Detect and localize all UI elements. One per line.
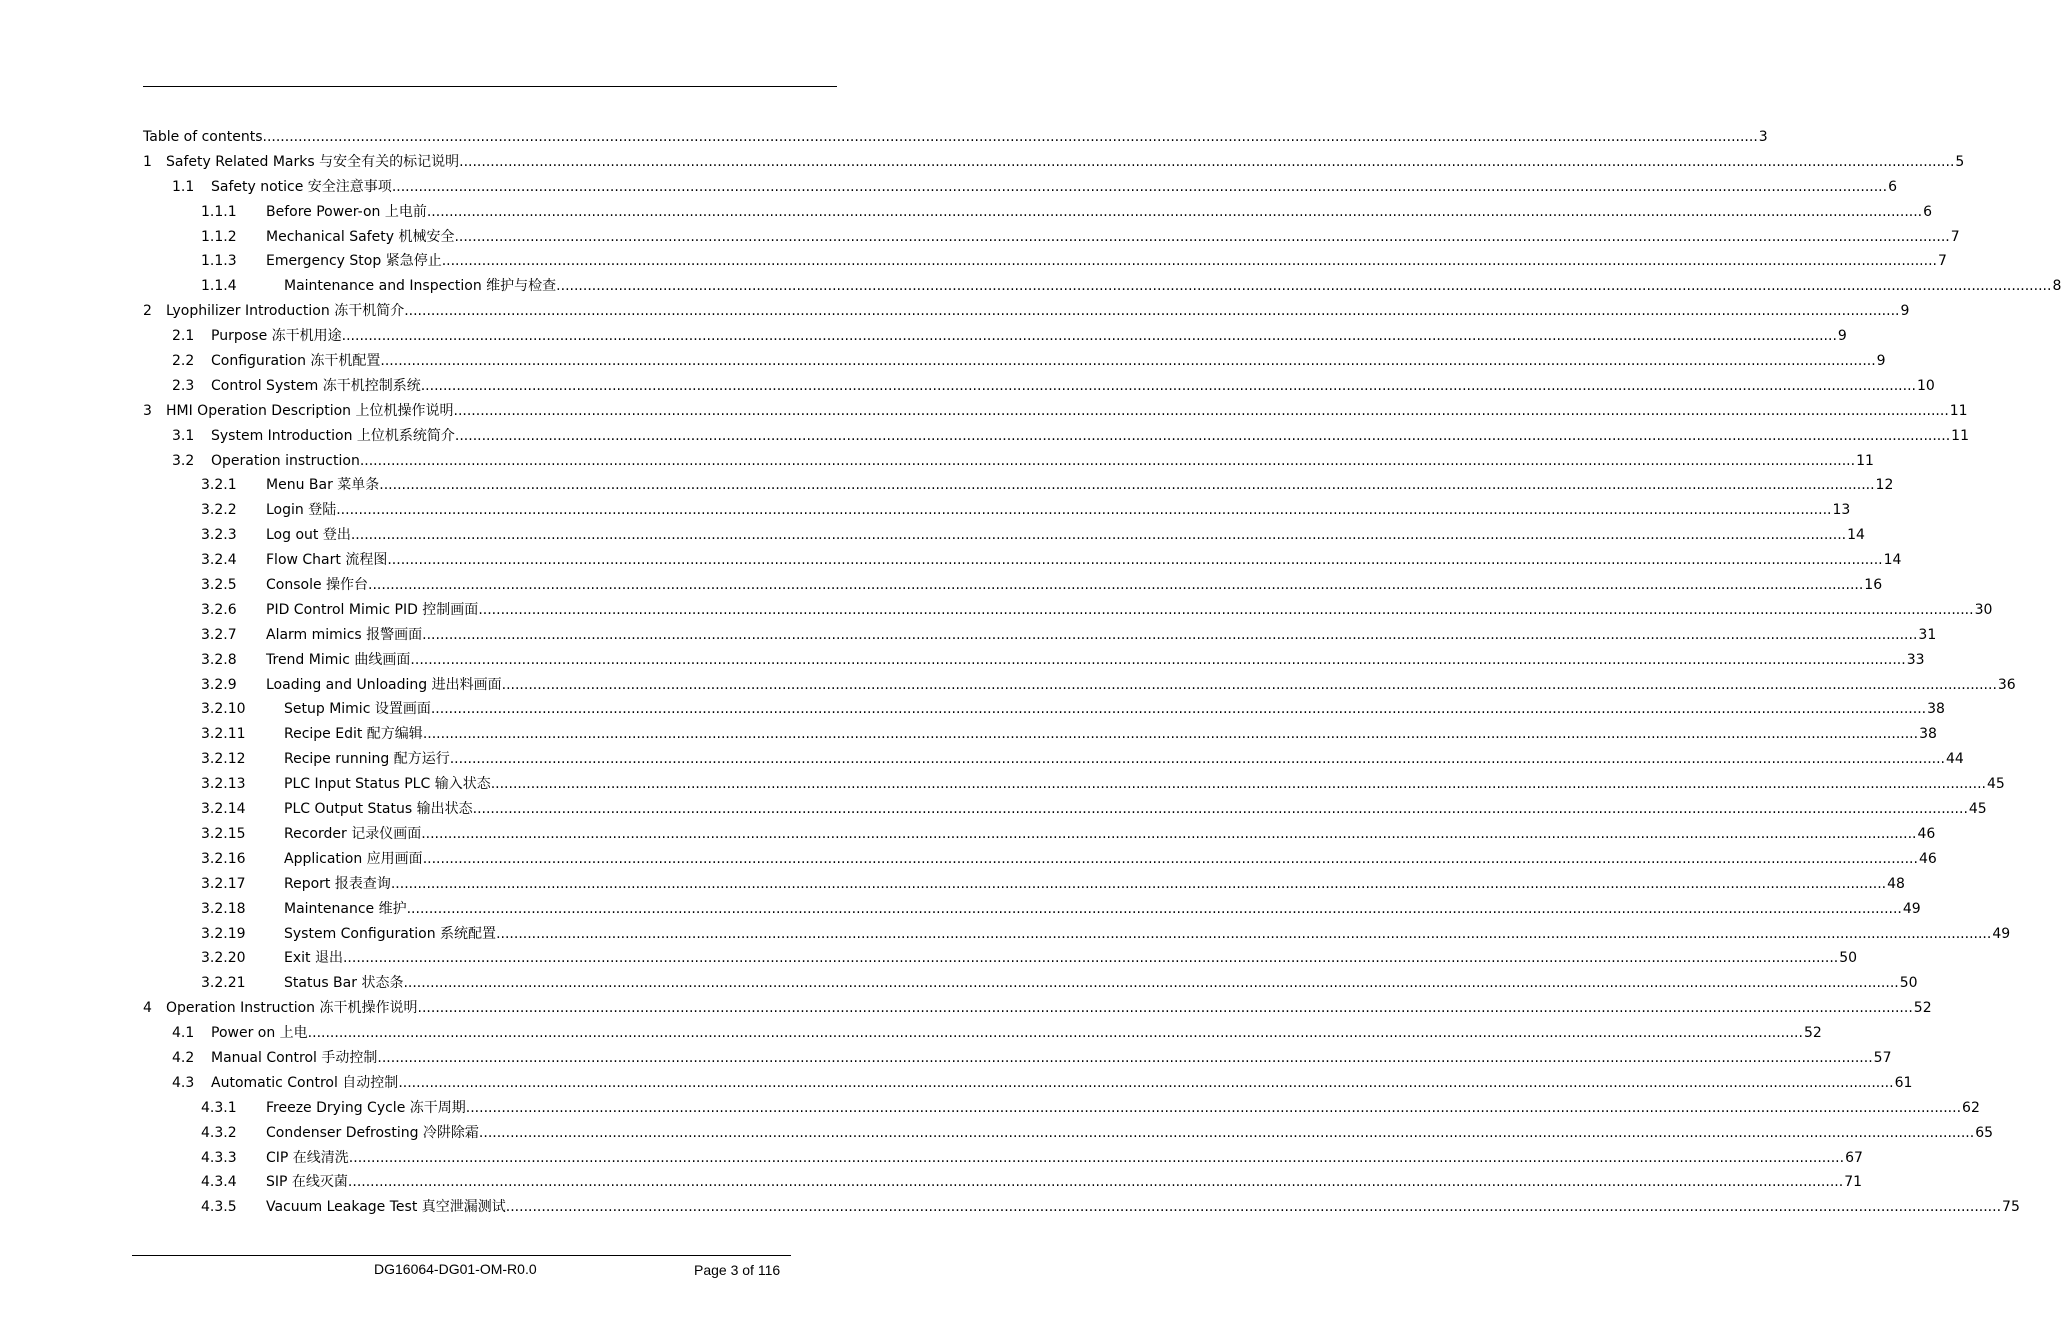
- footer-page-number: Page 3 of 116: [694, 1262, 781, 1278]
- toc-entry-title: Log out 登出: [266, 527, 351, 544]
- toc-dot-leader: [459, 150, 1954, 175]
- toc-entry[interactable]: [143, 324, 1847, 349]
- toc-entry-number: 3.2.13: [201, 776, 246, 793]
- toc-entry-title: Operation instruction: [211, 452, 360, 469]
- toc-entry-title: Loading and Unloading 进出料画面: [266, 676, 502, 693]
- toc-entry-title: Control System 冻干机控制系统: [211, 377, 421, 394]
- toc-dot-leader: [491, 772, 1986, 797]
- toc-entry[interactable]: [143, 648, 1925, 673]
- toc-entry-number: 3.2.8: [201, 651, 237, 668]
- toc-entry-title: Safety notice 安全注意事项: [211, 178, 392, 195]
- toc-dot-leader: [473, 797, 1968, 822]
- toc-entry-title: Vacuum Leakage Test 真空泄漏测试: [266, 1199, 506, 1216]
- toc-entry-title: Emergency Stop 紧急停止: [266, 253, 442, 270]
- toc-entry-title: Report 报表查询: [284, 875, 391, 892]
- toc-entry[interactable]: [143, 722, 1937, 747]
- toc-entry-title: Menu Bar 菜单条: [266, 477, 380, 494]
- toc-entry-page: 5: [1955, 153, 1965, 170]
- toc-entry[interactable]: [143, 797, 1987, 822]
- toc-entry-number: 1.1.3: [201, 253, 237, 270]
- toc-entry-title: Alarm mimics 报警画面: [266, 626, 423, 643]
- toc-entry-number: 1.1.1: [201, 203, 237, 220]
- toc-dot-leader: [496, 922, 1991, 947]
- toc-entry-number: 3.2.14: [201, 801, 246, 818]
- toc-entry-page: 14: [1847, 527, 1865, 544]
- toc-dot-leader: [454, 225, 1949, 250]
- toc-entry[interactable]: [143, 971, 1918, 996]
- toc-entry[interactable]: [143, 598, 1993, 623]
- toc-entry-title: Manual Control 手动控制: [211, 1049, 378, 1066]
- toc-dot-leader: [308, 1021, 1803, 1046]
- toc-entry-number: 4.1: [172, 1025, 195, 1042]
- toc-entry-title: Safety Related Marks 与安全有关的标记说明: [166, 153, 460, 170]
- table-of-contents: [143, 125, 2061, 1220]
- toc-entry[interactable]: [143, 1170, 1863, 1195]
- toc-dot-leader: [391, 872, 1886, 897]
- toc-entry-page: 49: [1902, 900, 1921, 917]
- toc-entry-title: Mechanical Safety 机械安全: [266, 228, 455, 245]
- toc-entry[interactable]: [143, 548, 1902, 573]
- toc-dot-leader: [478, 598, 1973, 623]
- toc-dot-leader: [410, 648, 1905, 673]
- toc-dot-leader: [351, 523, 1846, 548]
- toc-dot-leader: [506, 1195, 2001, 1220]
- toc-dot-leader: [379, 473, 1874, 498]
- toc-dot-leader: [349, 1146, 1844, 1171]
- toc-entry-title: Maintenance and Inspection 维护与检查: [284, 278, 557, 295]
- toc-dot-leader: [398, 1071, 1893, 1096]
- toc-entry-title: HMI Operation Description 上位机操作说明: [166, 402, 454, 419]
- toc-dot-leader: [403, 971, 1898, 996]
- toc-entry-page: 6: [1888, 178, 1897, 195]
- toc-entry-number: 3.2.20: [201, 950, 246, 967]
- toc-dot-leader: [342, 324, 1837, 349]
- toc-dot-leader: [427, 200, 1922, 225]
- toc-entry-number: 1.1.2: [201, 228, 237, 245]
- toc-entry-title: Before Power-on 上电前: [266, 203, 427, 220]
- toc-entry-page: 49: [1992, 925, 2011, 942]
- toc-dot-leader: [423, 847, 1918, 872]
- toc-entry-number: 3.2.12: [201, 751, 246, 768]
- toc-entry-page: 45: [1968, 801, 1987, 818]
- toc-entry-page: 45: [1986, 776, 2005, 793]
- toc-entry-number: 4.3.4: [201, 1174, 237, 1191]
- toc-entry[interactable]: [143, 175, 1897, 200]
- toc-entry-page: 7: [1950, 228, 1960, 245]
- toc-entry-number: 3.2.19: [201, 925, 246, 942]
- toc-dot-leader: [404, 299, 1899, 324]
- toc-dot-leader: [343, 946, 1838, 971]
- toc-entry-page: 3: [1758, 129, 1768, 145]
- toc-entry[interactable]: [143, 150, 1965, 175]
- toc-entry-page: 57: [1873, 1049, 1892, 1066]
- toc-entry-page: 9: [1876, 353, 1886, 370]
- toc-dot-leader: [360, 449, 1855, 474]
- toc-entry-page: 46: [1918, 850, 1937, 867]
- toc-entry[interactable]: [143, 424, 1969, 449]
- toc-entry-page: 30: [1974, 601, 1993, 618]
- toc-entry-number: 2.3: [172, 377, 195, 394]
- toc-entry-title: Recipe Edit 配方编辑: [284, 726, 423, 743]
- toc-entry-number: 4.2: [172, 1049, 195, 1066]
- toc-entry[interactable]: [143, 125, 1768, 150]
- toc-entry-number: 3.2.7: [201, 626, 237, 643]
- toc-entry-page: 50: [1899, 975, 1918, 992]
- toc-entry-page: 50: [1839, 950, 1858, 967]
- toc-entry-title: Application 应用画面: [284, 850, 423, 867]
- toc-dot-leader: [368, 573, 1863, 598]
- toc-entry-page: 7: [1937, 253, 1947, 270]
- toc-entry-page: 12: [1875, 477, 1894, 494]
- toc-entry-page: 52: [1803, 1025, 1822, 1042]
- toc-entry-title: SIP 在线灭菌: [266, 1174, 348, 1191]
- toc-entry-number: 2: [143, 303, 152, 320]
- toc-entry-page: 48: [1887, 875, 1905, 892]
- toc-entry-page: 44: [1946, 751, 1964, 768]
- toc-entry-page: 16: [1864, 577, 1883, 594]
- toc-entry-number: 3.2.15: [201, 825, 246, 842]
- toc-dot-leader: [455, 424, 1950, 449]
- toc-entry-page: 62: [1962, 1099, 1980, 1116]
- toc-entry-number: 4.3.3: [201, 1149, 237, 1166]
- toc-entry-number: 3.2.17: [201, 875, 246, 892]
- toc-entry-page: 9: [1837, 328, 1847, 345]
- toc-entry[interactable]: [143, 673, 2016, 698]
- toc-entry[interactable]: [143, 249, 1947, 274]
- toc-dot-leader: [479, 1121, 1974, 1146]
- toc-entry-title: Recorder 记录仪画面: [284, 825, 422, 842]
- toc-entry-title: Exit 退出: [284, 950, 343, 967]
- toc-entry[interactable]: [143, 1021, 1822, 1046]
- toc-entry[interactable]: [143, 200, 1933, 225]
- toc-entry[interactable]: [143, 772, 2005, 797]
- toc-entry-number: 3.2.10: [201, 701, 246, 718]
- toc-entry[interactable]: [143, 349, 1886, 374]
- toc-dot-leader: [423, 722, 1918, 747]
- toc-entry[interactable]: [143, 1046, 1892, 1071]
- toc-dot-leader: [392, 175, 1887, 200]
- toc-entry[interactable]: [143, 623, 1937, 648]
- toc-entry-number: 4: [143, 1000, 152, 1017]
- toc-entry-number: 3.2.2: [201, 502, 237, 519]
- toc-entry-number: 4.3.2: [201, 1124, 237, 1141]
- toc-entry[interactable]: [143, 1195, 2020, 1220]
- toc-entry-title: PID Control Mimic PID 控制画面: [266, 601, 479, 618]
- toc-entry-number: 4.3: [172, 1074, 195, 1091]
- toc-entry[interactable]: [143, 473, 1894, 498]
- toc-entry-title: System Introduction 上位机系统简介: [211, 427, 455, 444]
- toc-entry[interactable]: [143, 274, 2061, 299]
- toc-entry-title: Status Bar 状态条: [284, 975, 404, 992]
- toc-entry-title: CIP 在线清洗: [266, 1149, 349, 1166]
- toc-dot-leader: [454, 399, 1949, 424]
- toc-entry-number: 3.2.5: [201, 577, 237, 594]
- toc-entry[interactable]: [143, 1146, 1863, 1171]
- toc-dot-leader: [348, 1170, 1843, 1195]
- toc-entry[interactable]: [143, 523, 1865, 548]
- toc-entry-number: 3: [143, 402, 152, 419]
- toc-entry[interactable]: [143, 299, 1910, 324]
- toc-entry-title: Console 操作台: [266, 577, 369, 594]
- toc-dot-leader: [466, 1096, 1961, 1121]
- toc-entry-number: 4.3.5: [201, 1199, 237, 1216]
- toc-entry-title: Flow Chart 流程图: [266, 552, 388, 569]
- toc-entry[interactable]: [143, 498, 1851, 523]
- toc-entry-title: PLC Output Status 输出状态: [284, 801, 473, 818]
- toc-dot-leader: [431, 697, 1926, 722]
- toc-entry-page: 11: [1951, 427, 1969, 444]
- toc-entry[interactable]: [143, 449, 1874, 474]
- toc-entry-page: 10: [1916, 377, 1935, 394]
- toc-entry-number: 3.2.6: [201, 601, 237, 618]
- toc-entry-number: 4.3.1: [201, 1099, 237, 1116]
- toc-entry-number: 3.2.1: [201, 477, 237, 494]
- toc-entry-number: 3.2.18: [201, 900, 246, 917]
- toc-entry[interactable]: [143, 922, 2011, 947]
- toc-entry-title: PLC Input Status PLC 输入状态: [284, 776, 491, 793]
- toc-entry-title: Table of contents: [143, 129, 263, 145]
- toc-entry[interactable]: [143, 573, 1883, 598]
- toc-entry-page: 75: [2002, 1199, 2020, 1216]
- toc-entry-number: 3.2.21: [201, 975, 246, 992]
- toc-entry[interactable]: [143, 1121, 1994, 1146]
- toc-entry-page: 8: [2052, 278, 2061, 295]
- toc-entry-number: 1.1: [172, 178, 195, 195]
- toc-dot-leader: [421, 822, 1916, 847]
- toc-entry[interactable]: [143, 1071, 1913, 1096]
- toc-entry-number: 3.2: [172, 452, 195, 469]
- toc-entry-page: 13: [1832, 502, 1851, 519]
- toc-dot-leader: [421, 374, 1916, 399]
- toc-entry-page: 61: [1894, 1074, 1913, 1091]
- toc-entry[interactable]: [143, 897, 1921, 922]
- toc-entry-page: 11: [1856, 452, 1874, 469]
- toc-entry-number: 3.2.9: [201, 676, 237, 693]
- toc-entry-number: 3.2.3: [201, 527, 237, 544]
- toc-dot-leader: [336, 498, 1831, 523]
- toc-entry-number: 3.1: [172, 427, 195, 444]
- toc-entry-title: Login 登陆: [266, 502, 337, 519]
- toc-entry-page: 31: [1918, 626, 1937, 643]
- toc-entry-title: Automatic Control 自动控制: [211, 1074, 399, 1091]
- toc-entry[interactable]: [143, 847, 1937, 872]
- toc-entry[interactable]: [143, 946, 1858, 971]
- toc-entry-title: Trend Mimic 曲线画面: [266, 651, 411, 668]
- toc-entry-page: 14: [1883, 552, 1902, 569]
- toc-dot-leader: [418, 996, 1913, 1021]
- toc-entry-page: 6: [1923, 203, 1933, 220]
- toc-dot-leader: [387, 548, 1882, 573]
- toc-dot-leader: [422, 623, 1917, 648]
- toc-dot-leader: [556, 274, 2051, 299]
- toc-entry-title: System Configuration 系统配置: [284, 925, 497, 942]
- toc-entry[interactable]: [143, 872, 1905, 897]
- toc-entry-title: Purpose 冻干机用途: [211, 328, 342, 345]
- toc-entry[interactable]: [143, 399, 1968, 424]
- toc-entry-title: Power on 上电: [211, 1025, 308, 1042]
- toc-entry-title: Condenser Defrosting 冷阱除霜: [266, 1124, 479, 1141]
- toc-dot-leader: [502, 673, 1997, 698]
- toc-entry-page: 38: [1919, 726, 1937, 743]
- toc-entry-title: Configuration 冻干机配置: [211, 353, 381, 370]
- toc-entry-title: Recipe running 配方运行: [284, 751, 450, 768]
- toc-entry-number: 3.2.11: [201, 726, 246, 743]
- toc-entry[interactable]: [143, 1096, 1980, 1121]
- toc-entry-page: 65: [1975, 1124, 1994, 1141]
- toc-entry-number: 3.2.4: [201, 552, 237, 569]
- toc-entry-number: 2.1: [172, 328, 195, 345]
- toc-entry-number: 1: [143, 153, 152, 170]
- toc-dot-leader: [442, 249, 1937, 274]
- toc-entry[interactable]: [143, 225, 1960, 250]
- footer-rule: [132, 1255, 791, 1256]
- toc-entry[interactable]: [143, 822, 1936, 847]
- header-rule: [143, 86, 837, 87]
- toc-dot-leader: [263, 125, 1758, 150]
- toc-entry-page: 11: [1949, 402, 1968, 419]
- toc-entry-page: 9: [1900, 303, 1910, 320]
- toc-entry[interactable]: [143, 697, 1945, 722]
- toc-dot-leader: [450, 747, 1945, 772]
- toc-entry[interactable]: [143, 374, 1935, 399]
- toc-entry-page: 36: [1997, 676, 2016, 693]
- toc-entry-page: 71: [1844, 1174, 1863, 1191]
- toc-entry-title: Operation Instruction 冻干机操作说明: [166, 1000, 418, 1017]
- toc-dot-leader: [380, 349, 1875, 374]
- toc-entry[interactable]: [143, 747, 1964, 772]
- toc-entry-title: Maintenance 维护: [284, 900, 407, 917]
- toc-entry-number: 2.2: [172, 353, 195, 370]
- toc-entry-title: Lyophilizer Introduction 冻干机简介: [166, 303, 405, 320]
- toc-entry-title: Freeze Drying Cycle 冻干周期: [266, 1099, 466, 1116]
- toc-entry-number: 1.1.4: [201, 278, 237, 295]
- toc-entry-page: 38: [1927, 701, 1945, 718]
- toc-entry-title: Setup Mimic 设置画面: [284, 701, 431, 718]
- toc-entry-page: 67: [1845, 1149, 1863, 1166]
- toc-entry-number: 3.2.16: [201, 850, 246, 867]
- toc-entry-page: 52: [1913, 1000, 1932, 1017]
- toc-dot-leader: [377, 1046, 1872, 1071]
- toc-entry-page: 46: [1917, 825, 1936, 842]
- footer-document-id: DG16064-DG01-OM-R0.0: [374, 1261, 537, 1277]
- toc-dot-leader: [407, 897, 1902, 922]
- toc-entry[interactable]: [143, 996, 1932, 1021]
- toc-entry-page: 33: [1906, 651, 1925, 668]
